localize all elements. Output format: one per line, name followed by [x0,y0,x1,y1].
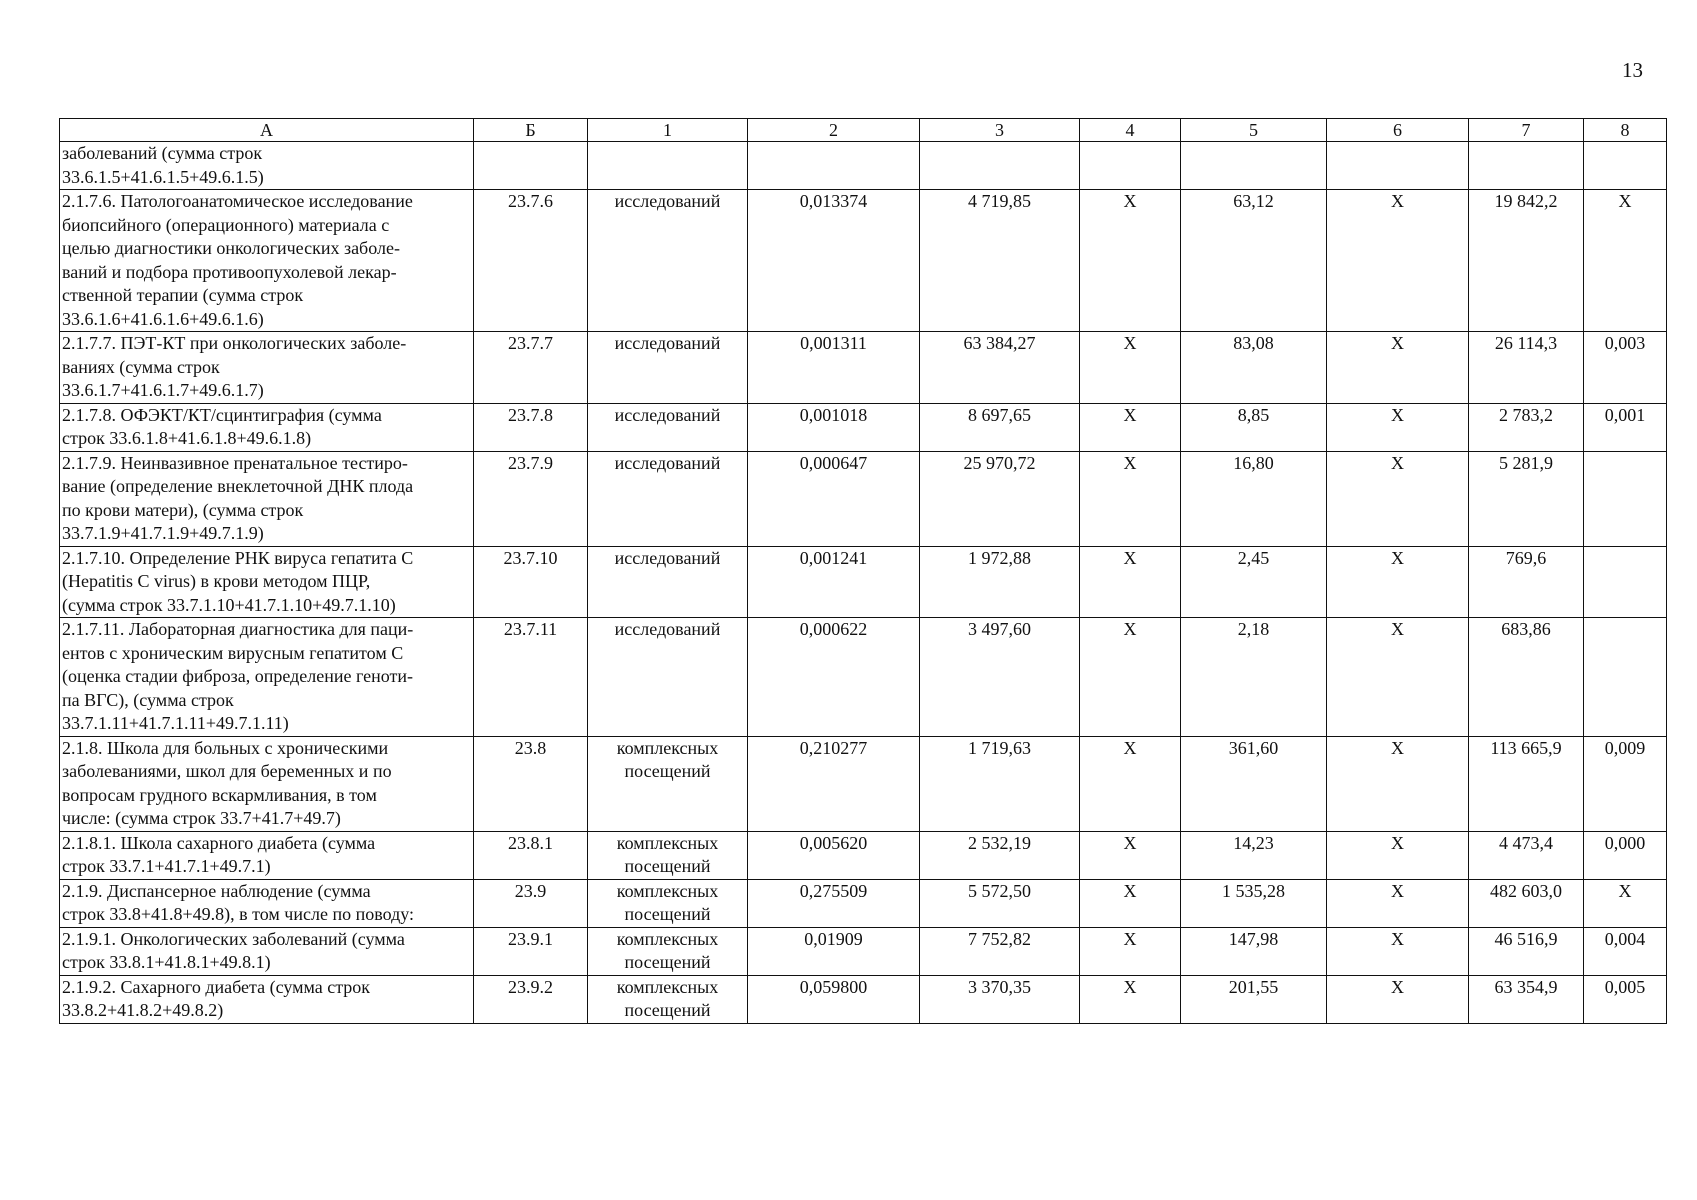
column-header: 6 [1327,119,1469,142]
cell-unit: исследований [588,546,748,618]
cell-code: 23.7.9 [474,451,588,546]
cell-col-8: 0,000 [1584,831,1667,879]
cell-col-7: 2 783,2 [1469,403,1584,451]
cell-code: 23.7.8 [474,403,588,451]
cell-col-8: 0,005 [1584,975,1667,1023]
cell-col-4: Х [1080,879,1181,927]
cell-col-3: 1 719,63 [920,736,1080,831]
cell-code: 23.7.7 [474,332,588,404]
column-header: 1 [588,119,748,142]
column-header: 7 [1469,119,1584,142]
cell-col-6: Х [1327,546,1469,618]
cell-col-5 [1181,142,1327,190]
cell-unit: комплексных посещений [588,927,748,975]
cell-col-5: 8,85 [1181,403,1327,451]
cell-code: 23.7.6 [474,190,588,332]
cell-code: 23.9.1 [474,927,588,975]
cell-col-5: 63,12 [1181,190,1327,332]
column-header: 2 [748,119,920,142]
cell-name: 2.1.7.11. Лабораторная диагностика для паци- ентов с хроническим вирусным гепатитом С (оценка стадии фиброза, определение геноти- па ВГС), (сумма строк 33.7.1.11+41.7.1.11+49.7.1.11) [60,618,474,737]
cell-col-7: 46 516,9 [1469,927,1584,975]
cell-name: 2.1.7.10. Определение РНК вируса гепатита С (Hepatitis C virus) в крови методом ПЦР, (сумма строк 33.7.1.10+41.7.1.10+49.7.1.10) [60,546,474,618]
table-row [60,332,1667,404]
cell-col-7: 4 473,4 [1469,831,1584,879]
cell-col-8: Х [1584,879,1667,927]
cell-col-5: 2,18 [1181,618,1327,737]
cell-col-2: 0,005620 [748,831,920,879]
cell-col-6: Х [1327,975,1469,1023]
cell-col-3: 2 532,19 [920,831,1080,879]
cell-col-7: 683,86 [1469,618,1584,737]
cell-col-5: 16,80 [1181,451,1327,546]
cell-col-7: 113 665,9 [1469,736,1584,831]
table-row [60,618,1667,737]
cell-col-3: 3 370,35 [920,975,1080,1023]
cell-col-4: Х [1080,736,1181,831]
cell-code: 23.8.1 [474,831,588,879]
table-body [60,142,1667,1024]
cell-col-2: 0,000622 [748,618,920,737]
cell-code: 23.7.11 [474,618,588,737]
cell-col-2: 0,001311 [748,332,920,404]
cell-col-6: Х [1327,831,1469,879]
cell-col-5: 1 535,28 [1181,879,1327,927]
table-row [60,975,1667,1023]
cell-col-3: 7 752,82 [920,927,1080,975]
cell-col-5: 83,08 [1181,332,1327,404]
cell-name: 2.1.9.1. Онкологических заболеваний (сумма строк 33.8.1+41.8.1+49.8.1) [60,927,474,975]
table-row [60,451,1667,546]
cell-col-2: 0,001018 [748,403,920,451]
cell-col-2 [748,142,920,190]
cell-col-3: 5 572,50 [920,879,1080,927]
cell-col-3: 25 970,72 [920,451,1080,546]
cell-col-8 [1584,451,1667,546]
cell-unit: исследований [588,403,748,451]
cell-col-6: Х [1327,332,1469,404]
cell-col-4 [1080,142,1181,190]
cell-col-7: 26 114,3 [1469,332,1584,404]
cell-col-2: 0,001241 [748,546,920,618]
cell-name: заболеваний (сумма строк 33.6.1.5+41.6.1.5+49.6.1.5) [60,142,474,190]
cell-col-5: 201,55 [1181,975,1327,1023]
cell-unit: исследований [588,332,748,404]
table-row [60,736,1667,831]
table-row [60,142,1667,190]
cell-unit: исследований [588,451,748,546]
column-header: 5 [1181,119,1327,142]
cell-col-8 [1584,546,1667,618]
cell-name: 2.1.9.2. Сахарного диабета (сумма строк 33.8.2+41.8.2+49.8.2) [60,975,474,1023]
cell-col-8: Х [1584,190,1667,332]
cell-unit: исследований [588,190,748,332]
cell-col-6: Х [1327,190,1469,332]
cell-col-2: 0,01909 [748,927,920,975]
cell-col-5: 2,45 [1181,546,1327,618]
table-row [60,927,1667,975]
cell-col-4: Х [1080,546,1181,618]
cell-name: 2.1.7.7. ПЭТ-КТ при онкологических заболе- ваниях (сумма строк 33.6.1.7+41.6.1.7+49.6.1.7) [60,332,474,404]
cell-col-3: 63 384,27 [920,332,1080,404]
cell-col-8: 0,004 [1584,927,1667,975]
cell-col-6: Х [1327,451,1469,546]
cell-unit [588,142,748,190]
cell-unit: комплексных посещений [588,975,748,1023]
cell-name: 2.1.8. Школа для больных с хроническими заболеваниями, школ для беременных и по вопросам грудного вскармливания, в том числе: (сумма строк 33.7+41.7+49.7) [60,736,474,831]
cell-unit: исследований [588,618,748,737]
cell-col-7: 5 281,9 [1469,451,1584,546]
cell-name: 2.1.7.9. Неинвазивное пренатальное тестиро- вание (определение внеклеточной ДНК плода по крови матери), (сумма строк 33.7.1.9+41.7.1.9+49.7.1.9) [60,451,474,546]
cell-col-8: 0,009 [1584,736,1667,831]
cell-col-3 [920,142,1080,190]
column-header: Б [474,119,588,142]
cell-col-4: Х [1080,975,1181,1023]
page-number: 13 [1622,58,1643,82]
cell-col-2: 0,210277 [748,736,920,831]
cell-col-7: 769,6 [1469,546,1584,618]
cell-unit: комплексных посещений [588,879,748,927]
cell-col-8 [1584,618,1667,737]
table-row [60,403,1667,451]
cell-name: 2.1.7.6. Патологоанатомическое исследование биопсийного (операционного) материала с целью диагностики онкологических заболе- ваний и подбора противоопухолевой лекар- ственной терапии (сумма строк 33.6.1.6+41.6.1.6+49.6.1.6) [60,190,474,332]
cell-col-8 [1584,142,1667,190]
cell-col-5: 14,23 [1181,831,1327,879]
cell-code: 23.8 [474,736,588,831]
cell-col-3: 1 972,88 [920,546,1080,618]
column-header: 3 [920,119,1080,142]
cell-col-4: Х [1080,618,1181,737]
cell-col-7: 19 842,2 [1469,190,1584,332]
cell-col-6 [1327,142,1469,190]
cell-name: 2.1.8.1. Школа сахарного диабета (сумма строк 33.7.1+41.7.1+49.7.1) [60,831,474,879]
column-header: 8 [1584,119,1667,142]
cell-col-7 [1469,142,1584,190]
cell-col-3: 3 497,60 [920,618,1080,737]
cell-col-2: 0,059800 [748,975,920,1023]
cell-col-6: Х [1327,927,1469,975]
cell-code: 23.9 [474,879,588,927]
data-table [59,118,1667,1024]
cell-col-5: 147,98 [1181,927,1327,975]
cell-unit: комплексных посещений [588,736,748,831]
cell-col-4: Х [1080,332,1181,404]
table-row [60,190,1667,332]
table-row [60,831,1667,879]
table-row [60,879,1667,927]
column-header: А [60,119,474,142]
column-header: 4 [1080,119,1181,142]
cell-col-4: Х [1080,403,1181,451]
cell-col-2: 0,275509 [748,879,920,927]
cell-col-7: 482 603,0 [1469,879,1584,927]
cell-col-2: 0,000647 [748,451,920,546]
cell-col-3: 4 719,85 [920,190,1080,332]
cell-col-6: Х [1327,618,1469,737]
cell-col-4: Х [1080,190,1181,332]
cell-col-2: 0,013374 [748,190,920,332]
cell-code [474,142,588,190]
cell-code: 23.9.2 [474,975,588,1023]
cell-name: 2.1.9. Диспансерное наблюдение (сумма строк 33.8+41.8+49.8), в том числе по поводу: [60,879,474,927]
cell-col-6: Х [1327,736,1469,831]
cell-col-4: Х [1080,451,1181,546]
cell-col-8: 0,003 [1584,332,1667,404]
table-row [60,546,1667,618]
cell-col-4: Х [1080,927,1181,975]
cell-col-3: 8 697,65 [920,403,1080,451]
cell-col-8: 0,001 [1584,403,1667,451]
header-row [60,119,1667,142]
cell-col-6: Х [1327,879,1469,927]
cell-code: 23.7.10 [474,546,588,618]
cell-col-7: 63 354,9 [1469,975,1584,1023]
cell-name: 2.1.7.8. ОФЭКТ/КТ/сцинтиграфия (сумма строк 33.6.1.8+41.6.1.8+49.6.1.8) [60,403,474,451]
cell-col-4: Х [1080,831,1181,879]
cell-col-5: 361,60 [1181,736,1327,831]
cell-unit: комплексных посещений [588,831,748,879]
cell-col-6: Х [1327,403,1469,451]
